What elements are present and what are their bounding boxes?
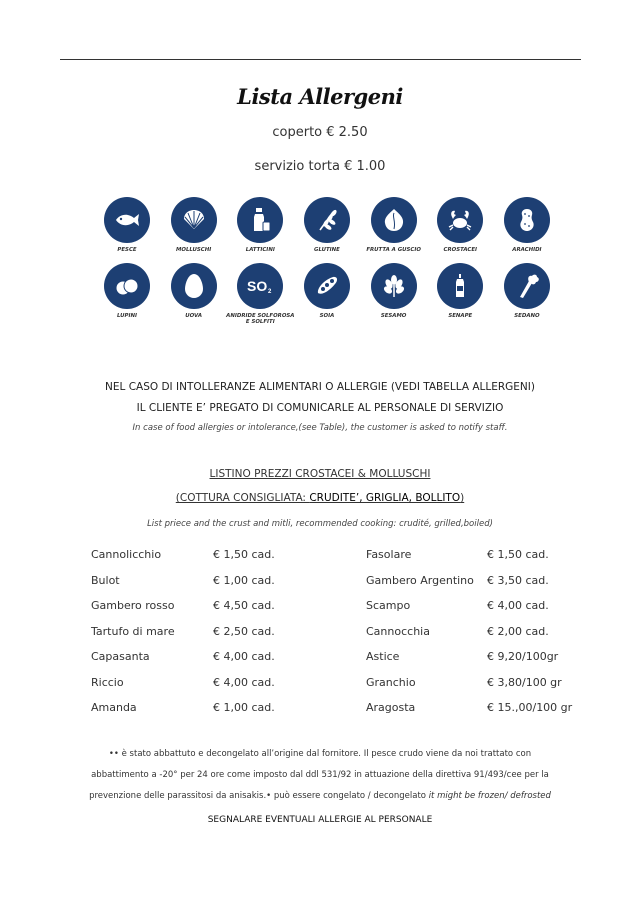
table-row xyxy=(91,619,591,645)
allergen-label: FRUTTA A GUSCIO xyxy=(366,247,421,253)
allergen-senape xyxy=(437,263,483,326)
allergen-label: CROSTACEI xyxy=(443,247,478,253)
fish-icon xyxy=(104,197,150,243)
allergen-frutta-a-guscio xyxy=(366,197,421,254)
item-price: € 1,50 cad. xyxy=(213,548,275,562)
allergen-label: UOVA xyxy=(185,312,203,319)
allergen-label: SENAPE xyxy=(448,312,473,319)
shell-icon xyxy=(171,197,217,243)
footnote-text: è stato abbattuto e decongelato all’origine dal fornitore. Il pesce crudo viene da noi trattato con xyxy=(118,749,532,759)
allergen-label: PESCE xyxy=(117,247,137,253)
sesame-icon xyxy=(371,263,417,309)
footnote-line3 xyxy=(0,791,640,801)
allergen-row xyxy=(104,263,550,326)
allergen-pesce xyxy=(104,197,150,254)
allergy-notice-english: In case of food allergies or intolerance,(see Table), the customer is asked to notify staff. xyxy=(132,423,508,433)
item-name: Fasolare xyxy=(366,548,412,562)
item-price: € 4,00 cad. xyxy=(213,675,275,689)
item-name: Gambero Argentino xyxy=(366,573,474,587)
item-name: Cannocchia xyxy=(366,624,430,638)
footnote-english: it might be frozen/ defrosted xyxy=(428,791,551,801)
item-price: € 4,00 cad. xyxy=(213,650,275,664)
item-price: € 9,20/100gr xyxy=(487,650,559,664)
cooking-prefix: (COTTURA CONSIGLIATA: xyxy=(175,492,310,504)
item-name: Granchio xyxy=(366,675,416,689)
allergen-label: LUPINI xyxy=(117,312,137,319)
so2-icon-subscript: 2 xyxy=(268,288,272,295)
allergen-label: SOIA xyxy=(319,312,335,319)
item-price: € 3,80/100 gr xyxy=(487,675,562,689)
item-price: € 1,50 cad. xyxy=(487,548,549,562)
item-price: € 15.,00/100 gr xyxy=(487,701,573,715)
allergen-label-line2: E SOLFITI xyxy=(245,319,275,325)
table-row xyxy=(91,644,591,670)
allergy-notice-line1: NEL CASO DI INTOLLERANZE ALIMENTARI O ALLERGIE (VEDI TABELLA ALLERGENI) xyxy=(105,381,535,393)
item-name: Aragosta xyxy=(366,701,416,715)
item-price: € 2,00 cad. xyxy=(487,624,549,638)
allergen-row xyxy=(104,197,550,254)
so2-icon-text: SO xyxy=(247,277,268,294)
peanut-icon xyxy=(504,197,550,243)
allergen-arachidi xyxy=(504,197,550,254)
item-price: € 1,00 cad. xyxy=(213,701,275,715)
allergy-reminder: SEGNALARE EVENTUALI ALLERGIE AL PERSONALE xyxy=(207,815,433,825)
allergen-molluschi xyxy=(171,197,217,254)
allergen-latticini xyxy=(237,197,283,254)
footnote-marks: •• xyxy=(108,749,119,759)
allergen-lupini xyxy=(104,263,150,326)
servizio-price: servizio torta € 1.00 xyxy=(254,159,386,174)
so2-icon xyxy=(237,263,283,309)
crab-icon xyxy=(437,197,483,243)
wheat-icon xyxy=(304,197,350,243)
footnote-line1 xyxy=(0,749,640,759)
table-row xyxy=(91,568,591,594)
allergen-label: MOLLUSCHI xyxy=(176,247,212,253)
item-name: Riccio xyxy=(91,675,124,689)
allergen-label-line1: ANIDRIDE SOLFOROSA xyxy=(226,312,295,319)
item-name: Amanda xyxy=(91,701,137,715)
mustard-icon xyxy=(437,263,483,309)
allergy-notice-line2: IL CLIENTE E’ PREGATO DI COMUNICARLE AL PERSONALE DI SERVIZIO xyxy=(136,402,504,414)
allergen-label xyxy=(226,313,294,326)
table-row xyxy=(91,593,591,619)
cooking-methods: CRUDITE’, GRIGLIA, BOLLITO xyxy=(309,492,461,504)
allergen-anidride-solforosa xyxy=(226,263,295,326)
allergen-sedano xyxy=(504,263,550,326)
allergen-label: GLUTINE xyxy=(314,247,340,253)
item-price: € 4,50 cad. xyxy=(213,599,275,613)
item-price: € 2,50 cad. xyxy=(213,624,275,638)
price-table xyxy=(91,542,591,721)
item-name: Gambero rosso xyxy=(91,599,175,613)
table-row xyxy=(91,670,591,696)
item-name: Cannolicchio xyxy=(91,548,162,562)
allergen-label: SESAMO xyxy=(380,312,407,319)
footnote-text: prevenzione delle parassitosi da anisakis. xyxy=(89,791,267,801)
price-list-english: List priece and the crust and mitli, recommended cooking: crudité, grilled,boiled) xyxy=(147,519,493,529)
top-rule xyxy=(60,59,581,60)
footnote-text: può essere congelato / decongelato xyxy=(271,791,429,801)
egg-icon xyxy=(171,263,217,309)
lupin-icon xyxy=(104,263,150,309)
cooking-suffix: ) xyxy=(460,492,465,504)
footnote-line2: abbattimento a -20° per 24 ore come imposto dal ddl 531/92 in attuazione della direttiva 91/493/cee per la xyxy=(91,770,549,780)
allergen-label: LATTICINI xyxy=(245,247,275,253)
item-name: Capasanta xyxy=(91,650,150,664)
table-row xyxy=(91,542,591,568)
item-price: € 1,00 cad. xyxy=(213,573,275,587)
allergen-icons-grid xyxy=(104,197,550,326)
table-row xyxy=(91,695,591,721)
page-title: Lista Allergeni xyxy=(237,84,403,109)
allergen-sesamo xyxy=(371,263,417,326)
item-name: Tartufo di mare xyxy=(91,624,175,638)
milk-icon xyxy=(237,197,283,243)
item-name: Scampo xyxy=(366,599,411,613)
cooking-recommendation xyxy=(0,492,640,504)
allergen-soia xyxy=(304,263,350,326)
footnote-mark: • xyxy=(266,791,272,801)
item-name: Astice xyxy=(366,650,400,664)
allergen-label: SEDANO xyxy=(514,312,540,319)
nut-icon xyxy=(371,197,417,243)
allergen-label: ARACHIDI xyxy=(512,247,542,253)
item-price: € 3,50 cad. xyxy=(487,573,549,587)
coperto-price: coperto € 2.50 xyxy=(272,125,368,140)
item-name: Bulot xyxy=(91,573,120,587)
allergen-glutine xyxy=(304,197,350,254)
allergen-uova xyxy=(171,263,217,326)
item-price: € 4,00 cad. xyxy=(487,599,549,613)
allergen-crostacei xyxy=(437,197,483,254)
soy-icon xyxy=(304,263,350,309)
price-list-title: LISTINO PREZZI CROSTACEI & MOLLUSCHI xyxy=(209,468,431,480)
celery-icon xyxy=(504,263,550,309)
